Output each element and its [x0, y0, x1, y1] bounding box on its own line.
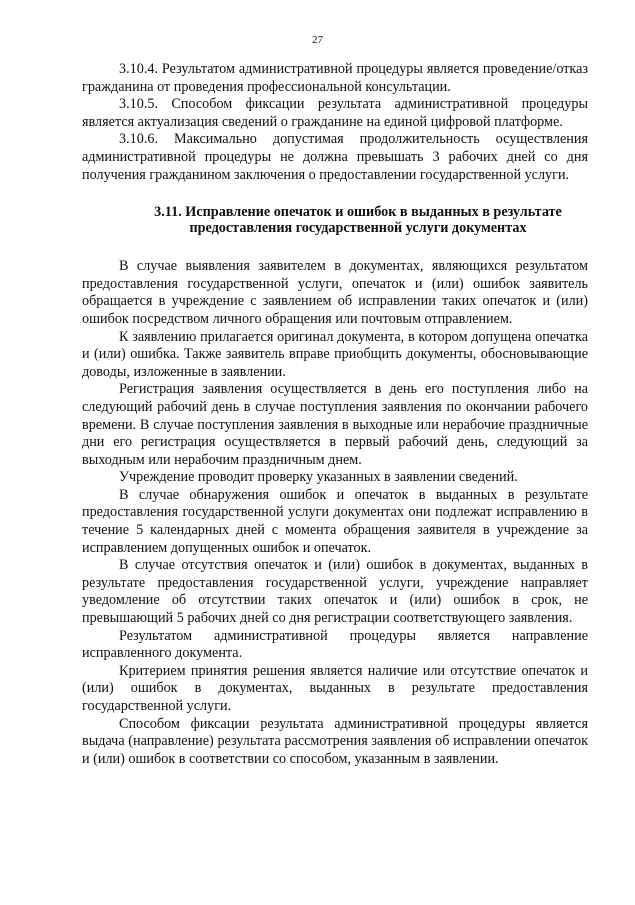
section-heading-3-11: 3.11. Исправление опечаток и ошибок в выданных в результате предоставления государственной услуги документах — [154, 204, 562, 236]
paragraph-body-4: Учреждение проводит проверку указанных в заявлении сведений. — [119, 469, 518, 486]
document-body — [82, 61, 588, 768]
page-number: 27 — [312, 34, 323, 46]
paragraph-3-10-4: 3.10.4. Результатом административной процедуры является проведение/отказ гражданина от проведения профессиональной консультации. — [82, 61, 588, 95]
paragraph-body-5: В случае обнаружения ошибок и опечаток в выданных в результате предоставления государственной услуги документах они подлежат исправлению в течение 5 календарных дней с момента обращения заявителя в учреждение за исправлением допущенных ошибок и опечаток. — [82, 486, 588, 556]
paragraph-body-8: Критерием принятия решения является наличие или отсутствие опечаток и (или) ошибок в документах, выданных в результате предоставления государственной услуги. — [82, 662, 588, 714]
paragraph-body-3: Регистрация заявления осуществляется в день его поступления либо на следующий рабочий день в случае поступления заявления по окончании рабочего времени. В случае поступления заявления в выходные или нерабочие праздничные дни его регистрация осуществляется в первый рабочий день, следующий за выходным или нерабочим праздничным днем. — [82, 381, 588, 468]
paragraph-3-10-6: 3.10.6. Максимально допустимая продолжительность осуществления административной процедуры не должна превышать 3 рабочих дней со дня получения гражданином заключения о предоставлении государственной услуги. — [82, 131, 588, 183]
paragraph-3-10-5: 3.10.5. Способом фиксации результата административной процедуры является актуализация сведений о гражданине на единой цифровой платформе. — [82, 96, 588, 130]
paragraph-body-6: В случае отсутствия опечаток и (или) ошибок в документах, выданных в результате предоставления государственной услуги, учреждение направляет уведомление об отсутствии таких опечаток и (или) ошибок в срок, не превышающий 5 рабочих дней со дня регистрации соответствующего заявления. — [82, 557, 588, 627]
paragraph-body-7: Результатом административной процедуры является направление исправленного документа. — [82, 627, 588, 662]
paragraph-body-2: К заявлению прилагается оригинал документа, в котором допущена опечатка и (или) ошибка. Также заявитель вправе приобщить документы, обосновывающие доводы, изложенные в заявлении. — [82, 328, 588, 380]
paragraph-body-9: Способом фиксации результата административной процедуры является выдача (направление) результата рассмотрения заявления об исправлении опечаток и (или) ошибок в соответствии со способом, указанным в заявлении. — [82, 715, 588, 767]
paragraph-body-1: В случае выявления заявителем в документах, являющихся результатом предоставления государственной услуги, опечаток и (или) ошибок заявитель обращается в учреждение с заявлением об исправлении таких опечаток и (или) ошибок посредством личного обращения или почтовым отправлением. — [82, 258, 588, 327]
